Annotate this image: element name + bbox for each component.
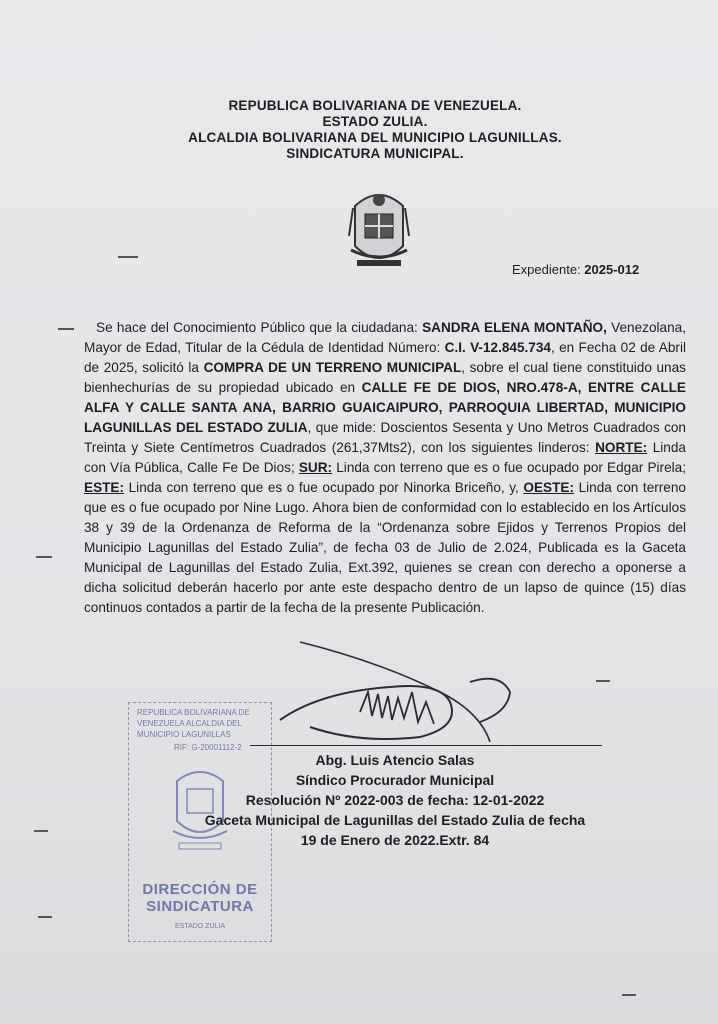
south-label: SUR: (298, 460, 333, 475)
id-number: C.I. V-12.845.734 (444, 340, 551, 355)
notice-body (84, 318, 686, 618)
property-address: CALLE FE DE DIOS, NRO.478-A, ENTRE CALLE ALFA Y CALLE SANTA ANA, BARRIO GUAICAIPURO, PARROQUIA LIBERTAD, MUNICIPIO LAGUNILLAS DEL ESTADO ZULIA (84, 380, 686, 435)
coat-of-arms-icon (347, 186, 411, 274)
signatory-gazette-date: 19 de Enero de 2022.Extr. 84 (300, 832, 490, 848)
signatory-resolution: Resolución Nº 2022-003 de fecha: 12-01-2022 (245, 792, 545, 808)
body-text: , que mide: Doscientos Sesenta y Uno Metros Cuadrados con Treinta y Siete Centímetros Cuadrados (261,37Mts2), con los siguientes linderos: (84, 420, 686, 455)
header-office: SINDICATURA MUNICIPAL. (286, 146, 464, 161)
signatory-name: Abg. Luis Atencio Salas (315, 752, 475, 768)
header-mayoralty: ALCALDIA BOLIVARIANA DEL MUNICIPIO LAGUNILLAS. (188, 130, 562, 145)
signatory-gazette: Gaceta Municipal de Lagunillas del Estado Zulia de fecha (204, 812, 586, 828)
file-number (512, 262, 639, 277)
body-text: , en Fecha 02 de Abril de 2025, solicitó la (84, 340, 686, 375)
header-state: ESTADO ZULIA. (322, 114, 428, 129)
body-text: Venezolana, Mayor de Edad, Titular de la Cédula de Identidad Número: (84, 320, 687, 355)
east-label: ESTE: (84, 480, 125, 495)
request-type: COMPRA DE UN TERRENO MUNICIPAL (203, 360, 462, 375)
stamp-title: DIRECCIÓN DE SINDICATURA (142, 881, 258, 915)
applicant-name: SANDRA ELENA MONTAÑO, (422, 320, 607, 335)
east-boundary: Linda con terreno que es o fue ocupado por Ninorka Briceño, y, (124, 480, 524, 495)
west-boundary-and-closing: Linda con terreno que es o fue ocupado por Nine Lugo. Ahora bien de conformidad con lo establecido en los Artículos 38 y 39 de la Ordenanza de Reforma de la “Ordenanza sobre Ejidos y Terrenos Propios del Municipio Lagunillas del Estado Zulia”, de fecha 03 de Julio de 2.024, Publicada es la Gaceta Municipal de Lagunillas del Estado Zulia, Ext.392, quienes se crean con derecho a oponerse a dicha solicitud deberán hacerlo por ante este despacho dentro de un lapso de quince (15) días continuos contados a partir de la fecha de la presente Publicación. (84, 480, 686, 615)
south-boundary: Linda con terreno que es o fue ocupado por Edgar Pirela; (332, 460, 686, 475)
signature-line (250, 745, 602, 746)
north-boundary: Linda con Vía Pública, Calle Fe De Dios; (84, 440, 686, 475)
stamp-header: REPUBLICA BOLIVARIANA DE VENEZUELA ALCALDIA DEL MUNICIPIO LAGUNILLAS (137, 708, 250, 739)
signatory-block (160, 750, 630, 850)
file-number-value: 2025-012 (584, 262, 640, 277)
signatory-title: Síndico Procurador Municipal (295, 772, 495, 788)
north-label: NORTE: (595, 440, 648, 455)
file-number-label: Expediente: (512, 262, 581, 277)
body-text: Se hace del Conocimiento Público que la ciudadana: (96, 320, 423, 335)
stamp-rif: RIF: G-20001112-2 (174, 743, 242, 752)
header-republic: REPUBLICA BOLIVARIANA DE VENEZUELA. (228, 98, 522, 113)
stamp-footer: ESTADO ZULIA (174, 923, 226, 930)
handwritten-signature (240, 632, 540, 762)
body-text: , sobre el cual tiene constituido unas bienhechurías de su propiedad ubicado en (84, 360, 686, 395)
west-label: OESTE: (523, 480, 574, 495)
letterhead (150, 98, 600, 162)
